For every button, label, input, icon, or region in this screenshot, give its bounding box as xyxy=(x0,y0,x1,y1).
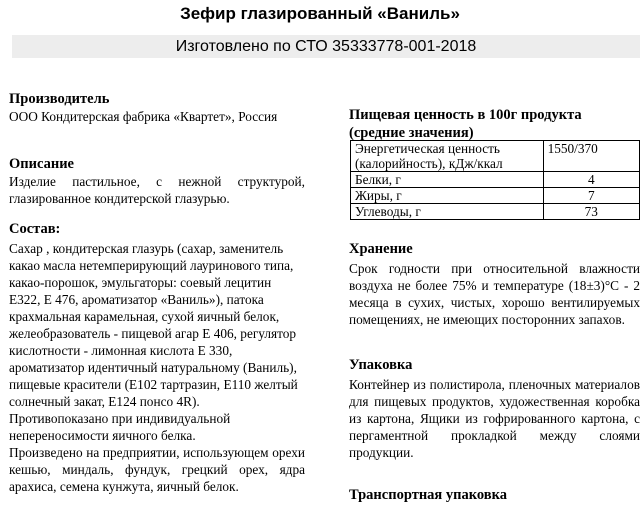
nutrition-table xyxy=(350,140,640,220)
composition-heading: Состав: xyxy=(9,221,61,237)
description-heading: Описание xyxy=(9,156,74,172)
packaging-text: Контейнер из полистирола, пленочных материалов для пищевых продуктов, художественная коробка из картона, Ящики из гофрированного картона, с пергаментной прокладкой между слоями продукции. xyxy=(349,377,640,460)
description-section xyxy=(9,155,305,207)
nutrition-value: 1550/370 xyxy=(543,141,639,172)
table-row xyxy=(351,204,640,220)
packaging-section xyxy=(349,356,640,461)
contraindication-text: Противопоказано при индивидуальной непереносимости яичного белка. xyxy=(9,411,231,443)
product-title: Зефир глазированный «Ваниль» xyxy=(180,4,460,23)
table-row xyxy=(351,188,640,204)
table-row xyxy=(351,141,640,172)
nutrition-label: Углеводы, г xyxy=(351,204,544,220)
storage-section xyxy=(349,240,640,328)
nutrition-value: 7 xyxy=(543,188,639,204)
composition-section xyxy=(9,220,305,495)
storage-heading: Хранение xyxy=(349,241,413,257)
nutrition-label: Жиры, г xyxy=(351,188,544,204)
manufacturer-text: ООО Кондитерская фабрика «Квартет», Россия xyxy=(9,109,278,124)
nutrition-label: Энергетическая ценность (калорийность), кДж/ккал xyxy=(351,141,544,172)
manufacturer-heading: Производитель xyxy=(9,91,110,107)
nutrition-label: Белки, г xyxy=(351,172,544,188)
composition-text: Сахар , кондитерская глазурь (сахар, заменитель какао масла нетемперирующий лауринового типа, какао-порошок, эмульгаторы: соевый лецитин Е322, Е 476, ароматизатор «Ваниль»), патока крахмальная карамельная, сухой яичный белок, желеобразователь - пищевой агар Е 406, регулятор кислотности - лимонная кислота Е 330, ароматизатор идентичный натуральному (Ваниль), пищевые красители (Е102 тартразин, Е110 желтый солнечный закат, Е124 понсо 4R). xyxy=(9,241,298,409)
nutrition-heading xyxy=(349,106,639,142)
allergens-text: Произведено на предприятии, использующем орехи кешью, миндаль, фундук, грецкий орех, ядра арахиса, семена кунжута, яичный белок. xyxy=(9,445,305,494)
description-text: Изделие пастильное, с нежной структурой, глазированное кондитерской глазурью. xyxy=(9,174,305,206)
nutrition-value: 73 xyxy=(543,204,639,220)
nutrition-value: 4 xyxy=(543,172,639,188)
manufacturer-section xyxy=(9,90,305,125)
packaging-heading: Упаковка xyxy=(349,357,413,373)
transport-heading: Транспортная упаковка xyxy=(349,487,508,503)
storage-text: Срок годности при относительной влажности воздуха не более 75% и температуре (18±3)°С - 2 месяца в сухих, чистых, хорошо вентилируемых помещениях, не имеющих посторонних запахов. xyxy=(349,261,640,327)
transport-section xyxy=(349,486,640,504)
nutrition-heading-text: Пищевая ценность в 100г продукта (средние значения) xyxy=(349,107,582,141)
standard-banner: Изготовлено по СТО 35333778-001-2018 xyxy=(12,35,640,58)
table-row xyxy=(351,172,640,188)
